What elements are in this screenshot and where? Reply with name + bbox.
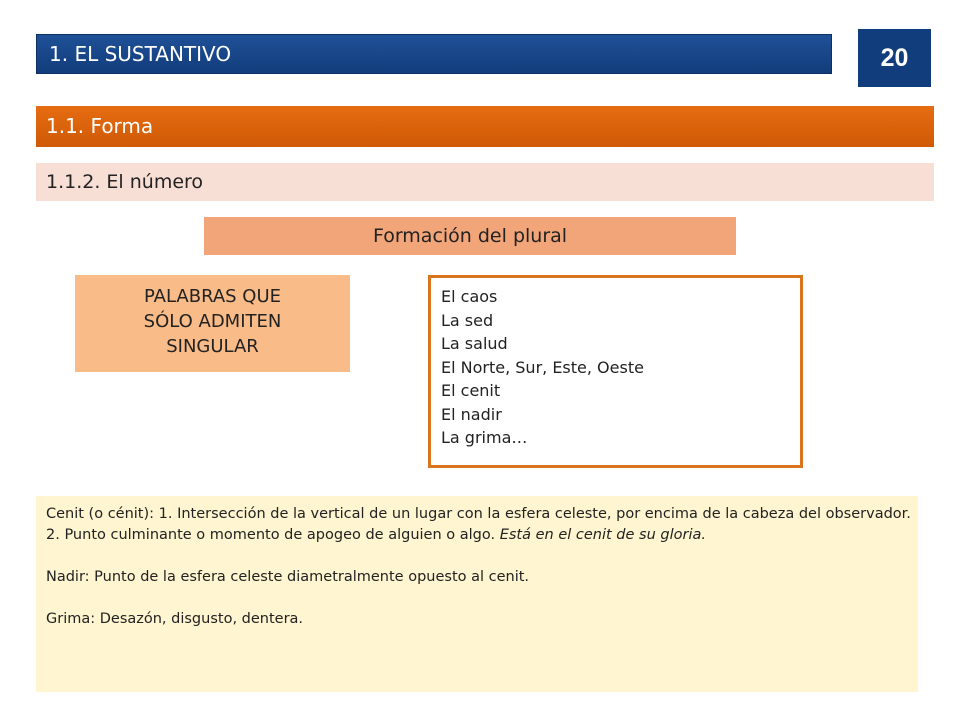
subsection-title-bar (36, 163, 934, 201)
example-item: La salud (441, 334, 508, 353)
category-line: SINGULAR (166, 336, 259, 357)
definition-cenit-example: Está en el cenit de su gloria. (499, 527, 706, 543)
chapter-title-bar (36, 34, 832, 74)
chapter-title: 1. EL SUSTANTIVO (49, 42, 232, 66)
category-line: PALABRAS QUE (143, 286, 282, 307)
examples-list (428, 275, 803, 468)
page-number: 20 (858, 29, 931, 87)
subsection-title: 1.1.2. El número (46, 171, 204, 193)
category-line: SÓLO ADMITEN (143, 311, 282, 332)
example-item: El cenit (441, 381, 501, 400)
example-item: El caos (441, 287, 498, 306)
section-title-bar (36, 106, 934, 147)
definition-grima: Grima: Desazón, disgusto, dentera. (46, 611, 304, 627)
spacer (46, 546, 918, 567)
topic-title-bar (204, 217, 736, 255)
section-title: 1.1. Forma (46, 114, 154, 138)
example-item: La grima… (441, 428, 528, 447)
definition-nadir: Nadir: Punto de la esfera celeste diametralmente opuesto al cenit. (46, 569, 530, 585)
definitions-box (36, 496, 918, 692)
spacer (46, 588, 918, 609)
definition-cenit-text: Cenit (o cénit): 1. Intersección de la vertical de un lugar con la esfera celeste, por encima de la cabeza del observador. 2. Punto culminante o momento de apogeo de alguien o algo. (46, 506, 911, 543)
example-item: El nadir (441, 404, 502, 424)
category-label-box (75, 275, 350, 372)
topic-title: Formación del plural (372, 225, 568, 247)
example-item: La sed (441, 310, 494, 330)
example-item: El Norte, Sur, Este, Oeste (441, 357, 644, 377)
definition-cenit (46, 504, 918, 546)
